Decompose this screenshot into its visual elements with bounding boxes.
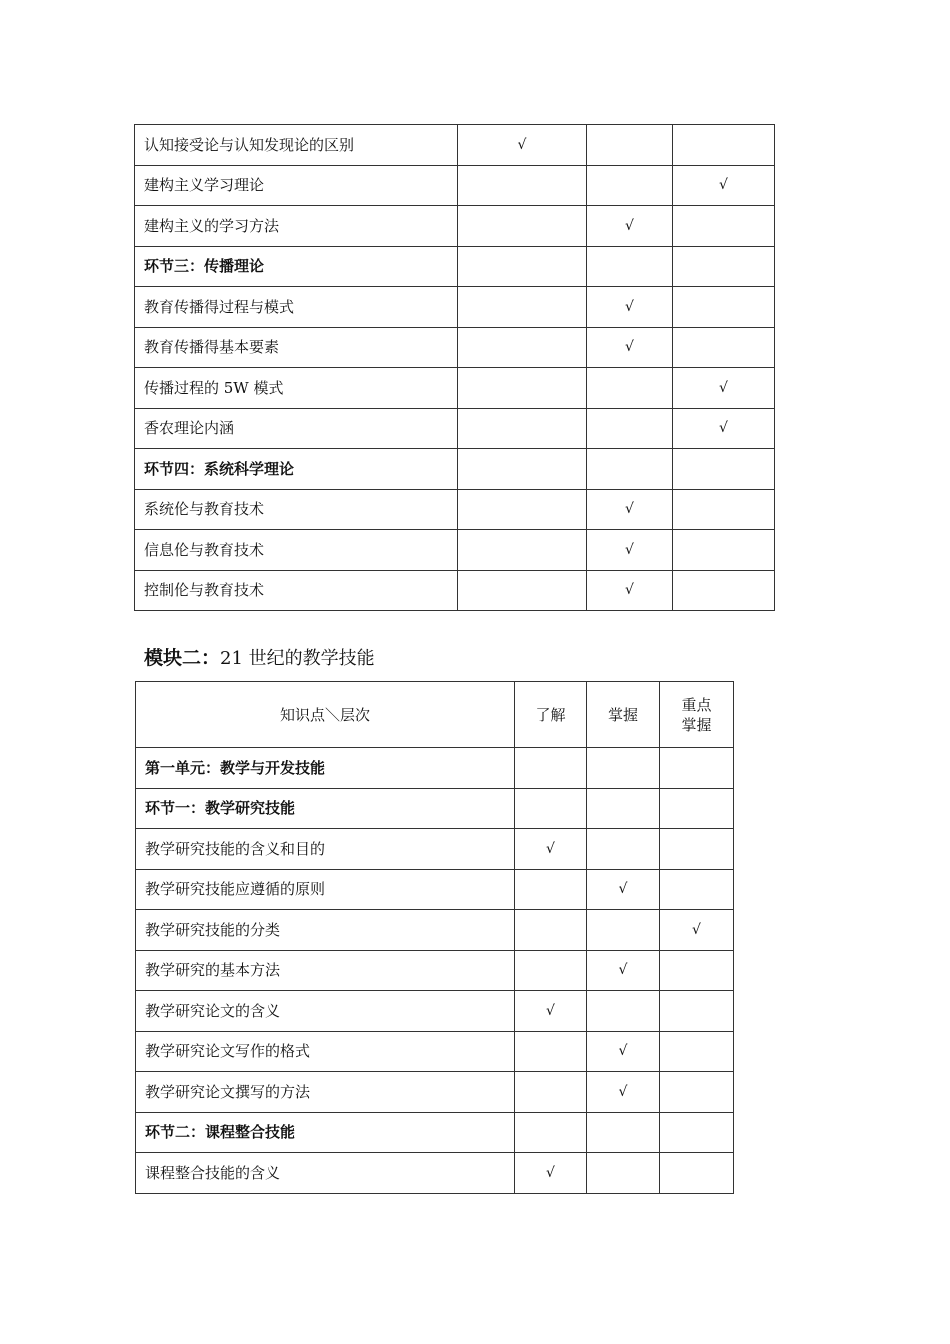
master-mark	[587, 748, 660, 789]
topic-cell: 控制伦与教育技术	[135, 570, 458, 611]
understand-mark	[458, 327, 587, 368]
topic-cell: 教学研究技能的分类	[136, 910, 515, 951]
master-mark	[587, 910, 660, 951]
understand-mark	[458, 206, 587, 247]
key-master-mark	[673, 489, 775, 530]
header-master: 掌握	[587, 682, 660, 748]
key-master-mark	[673, 246, 775, 287]
topic-cell: 教育传播得过程与模式	[135, 287, 458, 328]
key-master-mark	[673, 327, 775, 368]
understand-mark	[515, 1031, 587, 1072]
master-mark: √	[587, 489, 673, 530]
key-master-mark	[673, 125, 775, 166]
master-mark: √	[587, 869, 660, 910]
section-heading: 环节二：课程整合技能	[136, 1112, 515, 1153]
key-master-mark: √	[673, 408, 775, 449]
understand-mark	[458, 530, 587, 571]
topic-cell: 教学研究技能应遵循的原则	[136, 869, 515, 910]
table-header-row	[136, 682, 734, 748]
understand-mark	[515, 748, 587, 789]
module-title: 21 世纪的教学技能	[220, 648, 375, 669]
understand-mark	[515, 788, 587, 829]
section-row	[136, 788, 734, 829]
master-mark: √	[587, 570, 673, 611]
section-row	[136, 1112, 734, 1153]
key-master-mark	[660, 1112, 734, 1153]
key-master-mark: √	[673, 165, 775, 206]
key-master-mark	[660, 788, 734, 829]
understand-mark	[458, 570, 587, 611]
key-master-mark	[660, 869, 734, 910]
master-mark	[587, 1153, 660, 1194]
topic-cell: 香农理论内涵	[135, 408, 458, 449]
topic-cell: 教学研究技能的含义和目的	[136, 829, 515, 870]
understand-mark: √	[515, 829, 587, 870]
understand-mark	[458, 246, 587, 287]
key-master-mark	[660, 991, 734, 1032]
topic-cell: 教学研究论文撰写的方法	[136, 1072, 515, 1113]
master-mark	[587, 165, 673, 206]
topic-cell: 建构主义的学习方法	[135, 206, 458, 247]
topic-cell: 教学研究论文写作的格式	[136, 1031, 515, 1072]
key-master-mark	[660, 748, 734, 789]
section-heading: 环节一：教学研究技能	[136, 788, 515, 829]
key-master-mark	[673, 287, 775, 328]
table-row	[136, 950, 734, 991]
table-row	[135, 206, 775, 247]
key-master-mark: √	[673, 368, 775, 409]
module-label: 模块二：	[144, 647, 221, 669]
table-row	[135, 165, 775, 206]
topic-cell: 教学研究的基本方法	[136, 950, 515, 991]
table-row	[136, 1153, 734, 1194]
master-mark: √	[587, 327, 673, 368]
understand-mark	[458, 165, 587, 206]
master-mark	[587, 408, 673, 449]
understand-mark	[515, 869, 587, 910]
master-mark: √	[587, 206, 673, 247]
master-mark	[587, 449, 673, 490]
topic-cell: 建构主义学习理论	[135, 165, 458, 206]
key-master-mark	[660, 1031, 734, 1072]
master-mark	[587, 1112, 660, 1153]
key-master-mark	[660, 1072, 734, 1113]
table-row	[136, 869, 734, 910]
master-mark	[587, 125, 673, 166]
table-row	[135, 368, 775, 409]
section-row	[135, 449, 775, 490]
table-row	[135, 125, 775, 166]
master-mark: √	[587, 1031, 660, 1072]
table-row	[136, 991, 734, 1032]
topic-cell: 教育传播得基本要素	[135, 327, 458, 368]
master-mark: √	[587, 1072, 660, 1113]
understand-mark: √	[515, 1153, 587, 1194]
key-master-mark	[673, 570, 775, 611]
understand-mark	[515, 1112, 587, 1153]
table-row	[136, 1031, 734, 1072]
knowledge-level-table-1	[134, 124, 775, 611]
master-mark	[587, 246, 673, 287]
key-master-mark	[660, 1153, 734, 1194]
understand-mark: √	[458, 125, 587, 166]
header-key-master	[660, 682, 734, 748]
key-master-mark	[673, 530, 775, 571]
master-mark	[587, 788, 660, 829]
module-heading	[144, 645, 375, 672]
knowledge-level-table-2	[135, 681, 734, 1194]
header-key-master-line1: 重点	[681, 695, 712, 714]
table-row	[136, 910, 734, 951]
section-heading: 第一单元：教学与开发技能	[136, 748, 515, 789]
section-row	[136, 748, 734, 789]
master-mark: √	[587, 287, 673, 328]
master-mark	[587, 829, 660, 870]
master-mark	[587, 991, 660, 1032]
table-row	[135, 327, 775, 368]
topic-cell: 系统伦与教育技术	[135, 489, 458, 530]
understand-mark	[515, 910, 587, 951]
topic-cell: 传播过程的 5W 模式	[135, 368, 458, 409]
table-row	[136, 1072, 734, 1113]
master-mark: √	[587, 950, 660, 991]
table-row	[135, 287, 775, 328]
topic-cell: 课程整合技能的含义	[136, 1153, 515, 1194]
understand-mark	[458, 449, 587, 490]
key-master-mark: √	[660, 910, 734, 951]
master-mark: √	[587, 530, 673, 571]
understand-mark	[458, 489, 587, 530]
table-row	[135, 408, 775, 449]
understand-mark	[515, 1072, 587, 1113]
topic-cell: 认知接受论与认知发现论的区别	[135, 125, 458, 166]
understand-mark: √	[515, 991, 587, 1032]
header-topic: 知识点＼层次	[136, 682, 515, 748]
header-key-master-line2: 掌握	[681, 715, 712, 734]
key-master-mark	[660, 950, 734, 991]
table-row	[135, 489, 775, 530]
section-row	[135, 246, 775, 287]
table-row	[135, 530, 775, 571]
understand-mark	[458, 287, 587, 328]
topic-cell: 信息伦与教育技术	[135, 530, 458, 571]
table-row	[135, 570, 775, 611]
section-heading: 环节三：传播理论	[135, 246, 458, 287]
master-mark	[587, 368, 673, 409]
table-row	[136, 829, 734, 870]
header-understand: 了解	[515, 682, 587, 748]
key-master-mark	[673, 449, 775, 490]
section-heading: 环节四：系统科学理论	[135, 449, 458, 490]
topic-cell: 教学研究论文的含义	[136, 991, 515, 1032]
key-master-mark	[673, 206, 775, 247]
understand-mark	[515, 950, 587, 991]
understand-mark	[458, 408, 587, 449]
understand-mark	[458, 368, 587, 409]
key-master-mark	[660, 829, 734, 870]
